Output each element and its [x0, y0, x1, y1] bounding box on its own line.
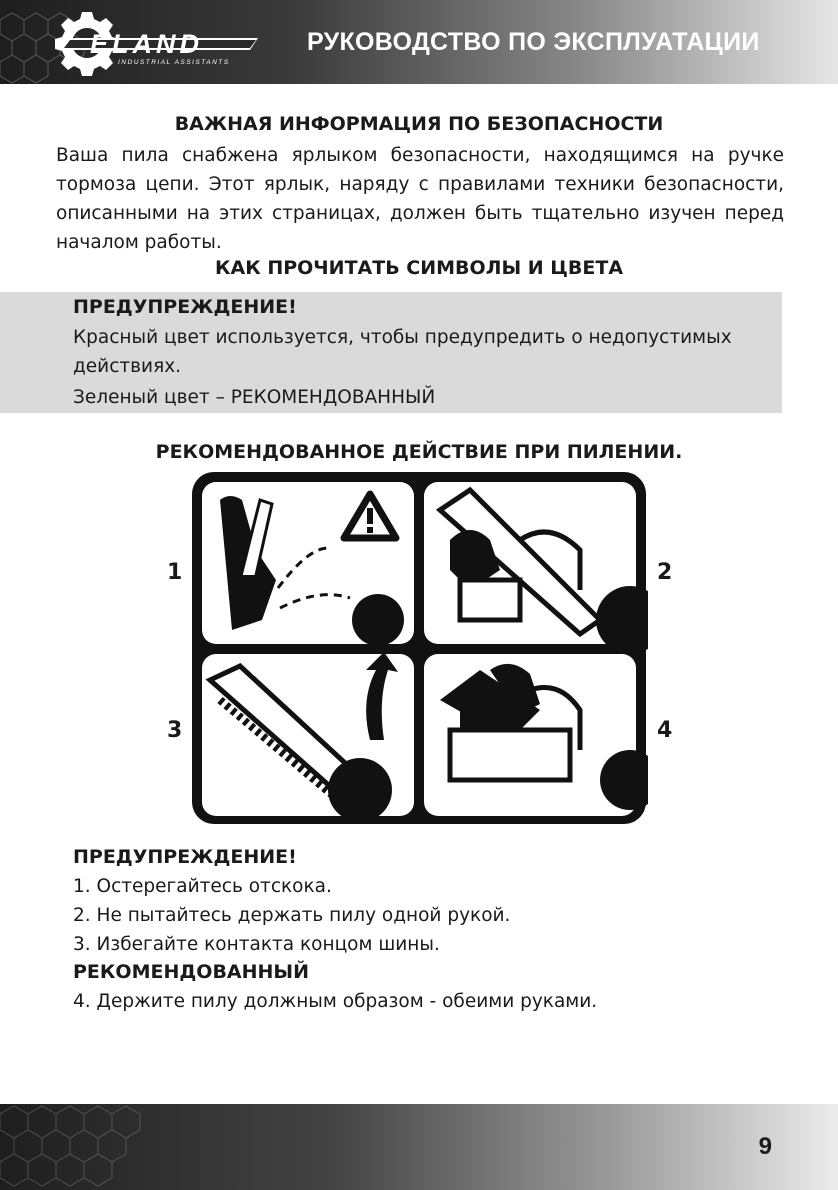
warning-box-red-text: Красный цвет используется, чтобы предупредить о недопустимых действиях.: [73, 327, 732, 377]
warning-title: ПРЕДУПРЕЖДЕНИЕ!: [73, 846, 297, 868]
warning-box-green-text: Зеленый цвет – РЕКОМЕНДОВАННЫЙ: [73, 387, 436, 408]
warning-item-1: 1. Остерегайтесь отскока.: [73, 876, 332, 897]
panel-number-3: 3: [167, 718, 183, 743]
eland-logo: [48, 8, 268, 76]
recommended-item-4: 4. Держите пилу должным образом - обеими руками.: [73, 991, 598, 1012]
warning-item-2: 2. Не пытайтесь держать пилу одной рукой.: [73, 905, 511, 926]
panel-3-tip-contact: [202, 652, 414, 822]
panel-1-kickback: [202, 482, 414, 646]
safety-paragraph: Ваша пила снабжена ярлыком безопасности, находящимся на ручке тормоза цепи. Этот ярлык, наряду с правилами техники безопасности, описанными на этих страницах, должен быть тщательно изучен перед началом работы.: [56, 145, 784, 253]
safety-heading: ВАЖНАЯ ИНФОРМАЦИЯ ПО БЕЗОПАСНОСТИ: [174, 113, 664, 135]
warning-box-title: ПРЕДУПРЕЖДЕНИЕ!: [73, 296, 297, 318]
recommended-title: РЕКОМЕНДОВАННЫЙ: [73, 961, 310, 983]
symbols-heading: КАК ПРОЧИТАТЬ СИМВОЛЫ И ЦВЕТА: [214, 257, 624, 279]
panel-number-1: 1: [167, 560, 183, 585]
page-footer: [0, 1104, 838, 1190]
hexagon-pattern-footer: [0, 1104, 500, 1190]
warning-item-3: 3. Избегайте контакта концом шины.: [73, 934, 440, 955]
panel-4-two-hands: [424, 654, 648, 816]
panel-number-4: 4: [657, 718, 673, 743]
panel-2-one-hand: [424, 482, 648, 654]
logo-subtitle: INDUSTRIAL ASSISTANTS: [118, 59, 230, 66]
recommended-heading: РЕКОМЕНДОВАННОЕ ДЕЙСТВИЕ ПРИ ПИЛЕНИИ.: [155, 441, 683, 463]
chainsaw-safety-illustration: [190, 470, 648, 826]
manual-title: РУКОВОДСТВО ПО ЭКСПЛУАТАЦИИ: [307, 28, 760, 56]
page-header: [0, 0, 838, 84]
logo-text: ELAND: [90, 29, 203, 59]
page-number: 9: [758, 1133, 772, 1160]
panel-number-2: 2: [657, 560, 673, 585]
